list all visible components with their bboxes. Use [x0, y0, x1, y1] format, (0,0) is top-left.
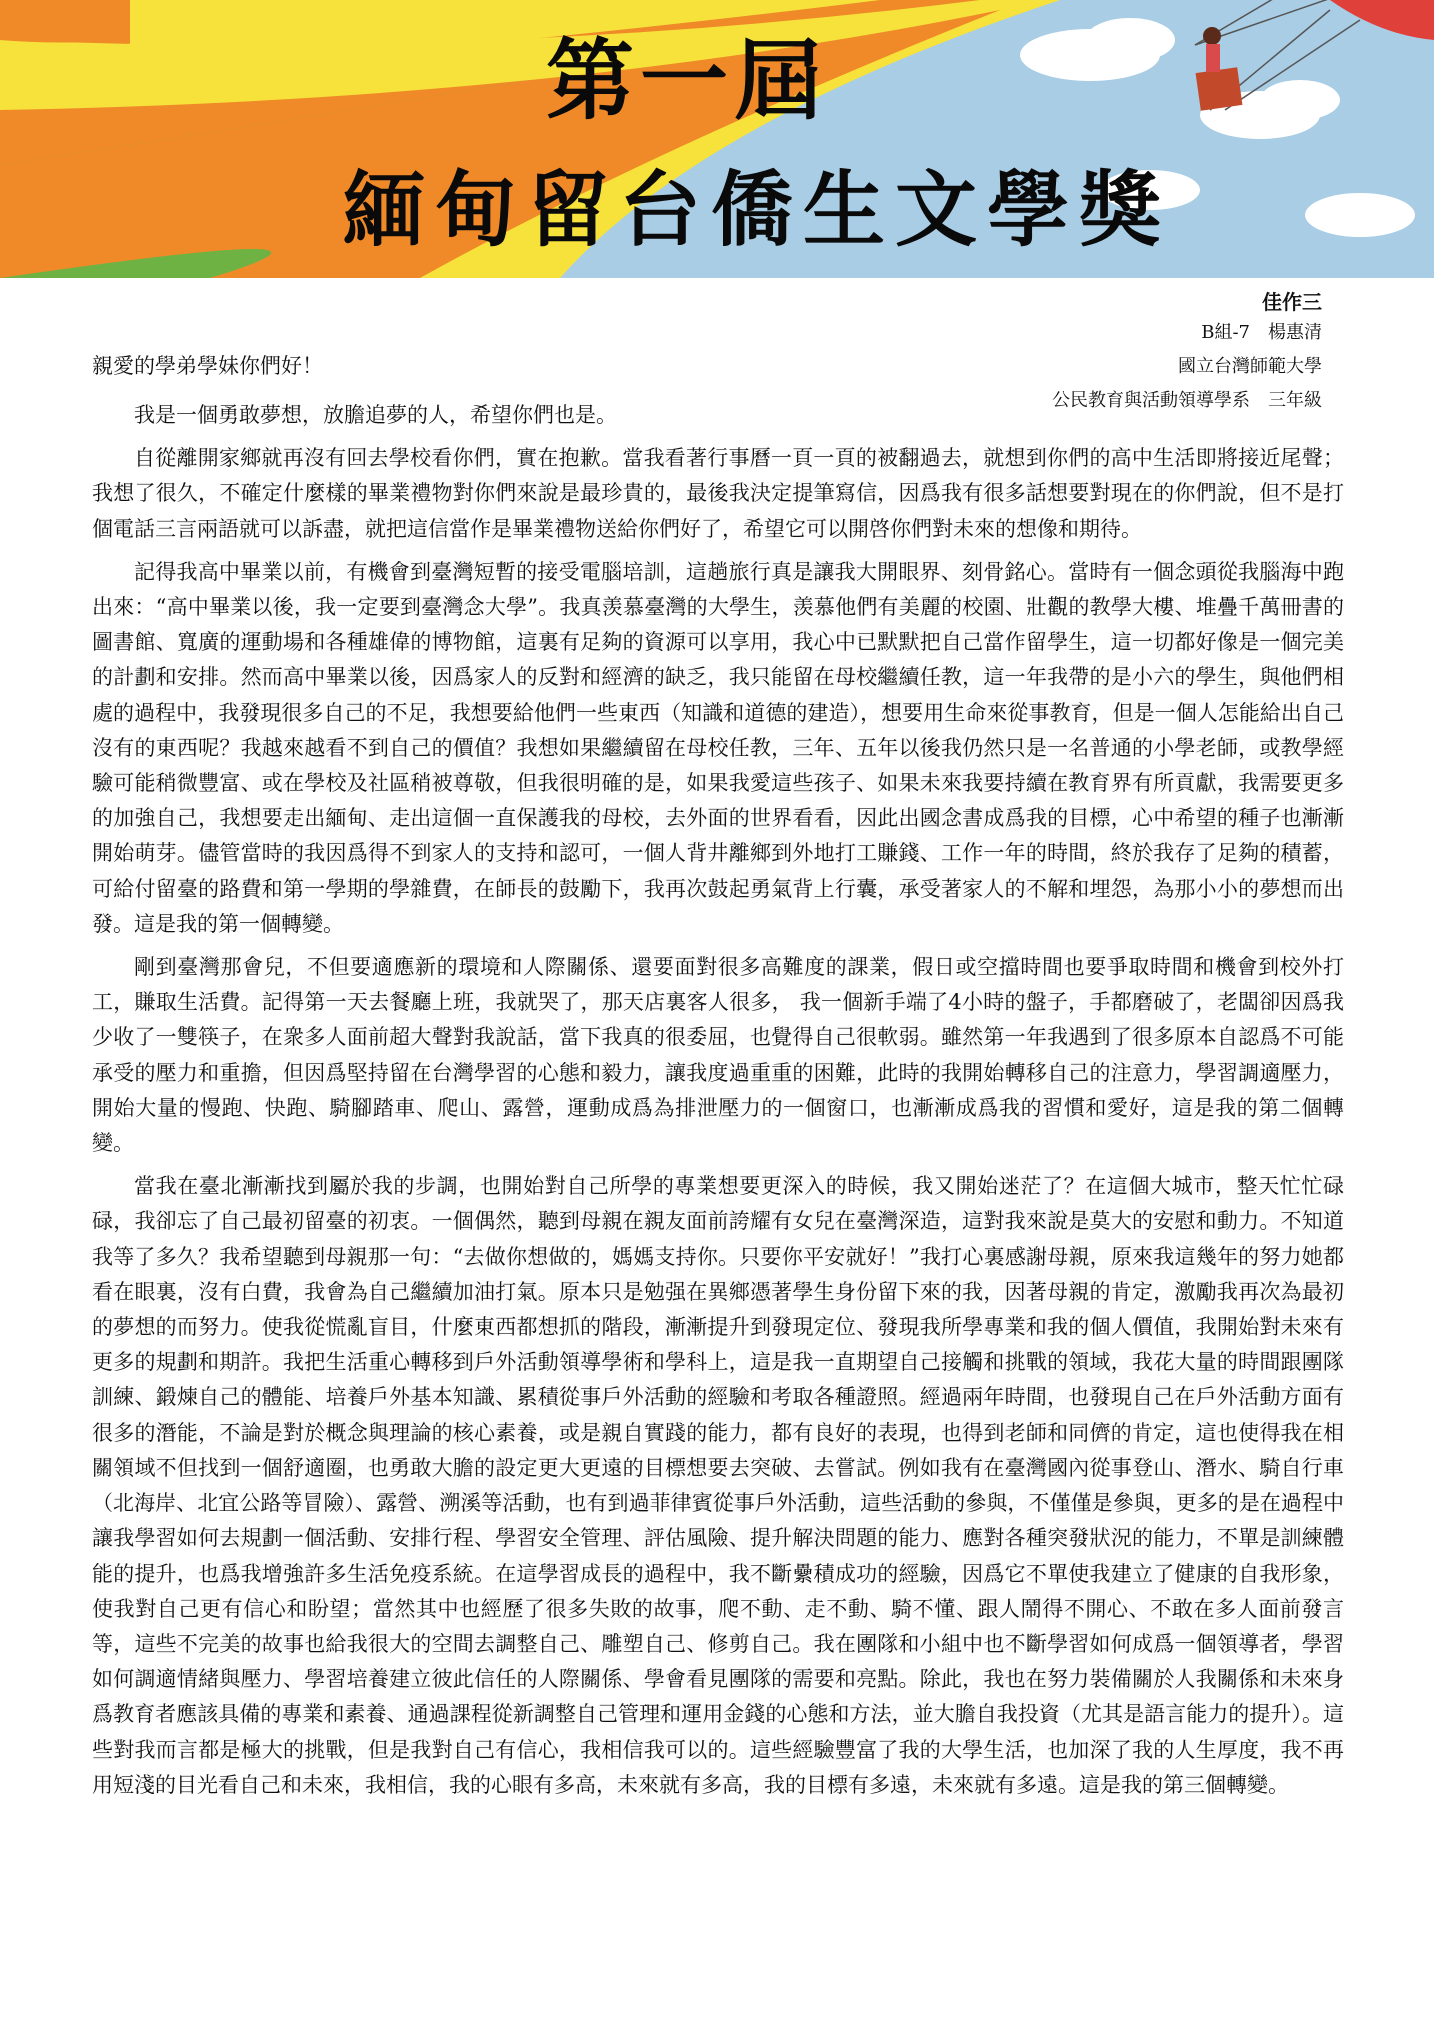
- paragraph: 記得我高中畢業以前，有機會到臺灣短暫的接受電腦培訓，這趟旅行真是讓我大開眼界、刻骨銘心。當時有一個念頭從我腦海中跑出來：“高中畢業以後，我一定要到臺灣念大學”。我真羡慕臺灣的大學生，羡慕他們有美麗的校園、壯觀的教學大樓、堆疊千萬冊書的圖書館、寬廣的運動場和各種雄偉的博物館，這裏有足夠的資源可以享用，我心中已默默把自己當作留學生，這一切都好像是一個完美的計劃和安排。然而高中畢業以後，因爲家人的反對和經濟的缺乏，我只能留在母校繼續任教，這一年我帶的是小六的學生，與他們相處的過程中，我發現很多自己的不足，我想要給他們一些東西（知識和道德的建造），想要用生命來從事教育，但是一個人怎能給出自己沒有的東西呢？我越來越看不到自己的價值？我想如果繼續留在母校任教，三年、五年以後我仍然只是一名普通的小學老師，或教學經驗可能稍微豐富、或在學校及社區稍被尊敬，但我很明確的是，如果我愛這些孩子、如果未來我要持續在教育界有所貢獻，我需要更多的加強自己，我想要走出緬甸、走出這個一直保護我的母校，去外面的世界看看，因此出國念書成爲我的目標，心中希望的種子也漸漸開始萌芽。儘管當時的我因爲得不到家人的支持和認可，一個人背井離鄉到外地打工賺錢、工作一年的時間，終於我存了足夠的積蓄，可給付留臺的路費和第一學期的學雜費，在師長的鼓勵下，我再次鼓起勇氣背上行囊，承受著家人的不解和埋怨，為那小小的夢想而出發。這是我的第一個轉變。: [92, 559, 1344, 936]
- greeting: 親愛的學弟學妹你們好！: [92, 354, 323, 378]
- title-line-1: 第一屆: [545, 28, 828, 132]
- paragraph: 剛到臺灣那會兒，不但要適應新的環境和人際關係、還要面對很多高難度的課業，假日或空擋時間也要爭取時間和機會到校外打工，賺取生活費。記得第一天去餐廳上班，我就哭了，那天店裏客人很多， 我一個新手端了4小時的盤子，手都磨破了，老闆卻因爲我少收了一雙筷子，在衆多人面前超大聲對我說話，當下我真的很委屈，也覺得自己很軟弱。雖然第一年我遇到了很多原本自認爲不可能承受的壓力和重擔，但因爲堅持留在台灣學習的心態和毅力，讓我度過重重的困難，此時的我開始轉移自己的注意力，學習調適壓力，開始大量的慢跑、快跑、騎腳踏車、爬山、露營，運動成爲為排泄壓力的一個窗口，也漸漸成爲我的習慣和愛好，這是我的第二個轉變。: [92, 955, 1344, 1156]
- paragraph: 我是一個勇敢夢想，放膽追夢的人，希望你們也是。: [134, 403, 617, 427]
- award-label: 佳作三: [1262, 290, 1322, 314]
- paragraph: 自從離開家鄉就再沒有回去學校看你們，實在抱歉。當我看著行事曆一頁一頁的被翻過去，就想到你們的高中生活即將接近尾聲；我想了很久，不確定什麼樣的畢業禮物對你們來說是最珍貴的，最後我決定提筆寫信，因爲我有很多話想要對現在的你們說，但不是打個電話三言兩語就可以訴盡，就把這信當作是畢業禮物送給你們好了，希望它可以開啓你們對未來的想像和期待。: [92, 446, 1344, 541]
- author-school: 國立台灣師範大學: [1178, 356, 1322, 377]
- author-department: 公民教育與活動領導學系 三年級: [1052, 390, 1322, 411]
- letter-body: [92, 398, 1344, 1811]
- author-group: B組-7 楊惠清: [1201, 322, 1322, 343]
- paragraph: 當我在臺北漸漸找到屬於我的步調，也開始對自己所學的專業想要更深入的時候，我又開始迷茫了？在這個大城市，整天忙忙碌碌，我卻忘了自己最初留臺的初衷。一個偶然，聽到母親在親友面前誇耀有女兒在臺灣深造，這對我來說是莫大的安慰和動力。不知道我等了多久？我希望聽到母親那一句：“去做你想做的，媽媽支持你。只要你平安就好！”我打心裏感謝母親，原來我這幾年的努力她都看在眼裏，沒有白費，我會為自己繼續加油打氣。原本只是勉强在異鄉憑著學生身份留下來的我，因著母親的肯定，激勵我再次為最初的夢想的而努力。使我從慌亂盲目，什麼東西都想抓的階段，漸漸提升到發現定位、發現我所學專業和我的個人價值，我開始對未來有更多的規劃和期許。我把生活重心轉移到戶外活動領導學術和學科上，這是我一直期望自己接觸和挑戰的領域，我花大量的時間跟團隊訓練、鍛煉自己的體能、培養戶外基本知識、累積從事戶外活動的經驗和考取各種證照。經過兩年時間，也發現自己在戶外活動方面有很多的潛能，不論是對於概念與理論的核心素養，或是親自實踐的能力，都有良好的表現，也得到老師和同儕的肯定，這也使得我在相關領域不但找到一個舒適圈，也勇敢大膽的設定更大更遠的目標想要去突破、去嘗試。例如我有在臺灣國內從事登山、潛水、騎自行車（北海岸、北宜公路等冒險）、露營、溯溪等活動，也有到過菲律賓從事戶外活動，這些活動的參與，不僅僅是參與，更多的是在過程中讓我學習如何去規劃一個活動、安排行程、學習安全管理、評估風險、提升解決問題的能力、應對各種突發狀況的能力，不單是訓練體能的提升，也爲我增強許多生活免疫系統。在這學習成長的過程中，我不斷纍積成功的經驗，因爲它不單使我建立了健康的自我形象，使我對自己更有信心和盼望；當然其中也經歷了很多失敗的故事，爬不動、走不動、騎不懂、跟人鬧得不開心、不敢在多人面前發言等，這些不完美的故事也給我很大的空間去調整自己、雕塑自己、修剪自己。我在團隊和小組中也不斷學習如何成爲一個領導者，學習如何調適情緒與壓力、學習培養建立彼此信任的人際關係、學會看見團隊的需要和亮點。除此，我也在努力裝備關於人我關係和未來身爲教育者應該具備的專業和素養、通過課程從新調整自己管理和運用金錢的心態和方法，並大膽自我投資（尤其是語言能力的提升）。這些對我而言都是極大的挑戰，但是我對自己有信心，我相信我可以的。這些經驗豐富了我的大學生活，也加深了我的人生厚度，我不再用短淺的目光看自己和未來，我相信，我的心眼有多高，未來就有多高，我的目標有多遠，未來就有多遠。這是我的第三個轉變。: [92, 1174, 1344, 1797]
- header-banner: [0, 0, 1434, 278]
- title-line-2: 緬甸留台僑生文學獎: [342, 162, 1171, 258]
